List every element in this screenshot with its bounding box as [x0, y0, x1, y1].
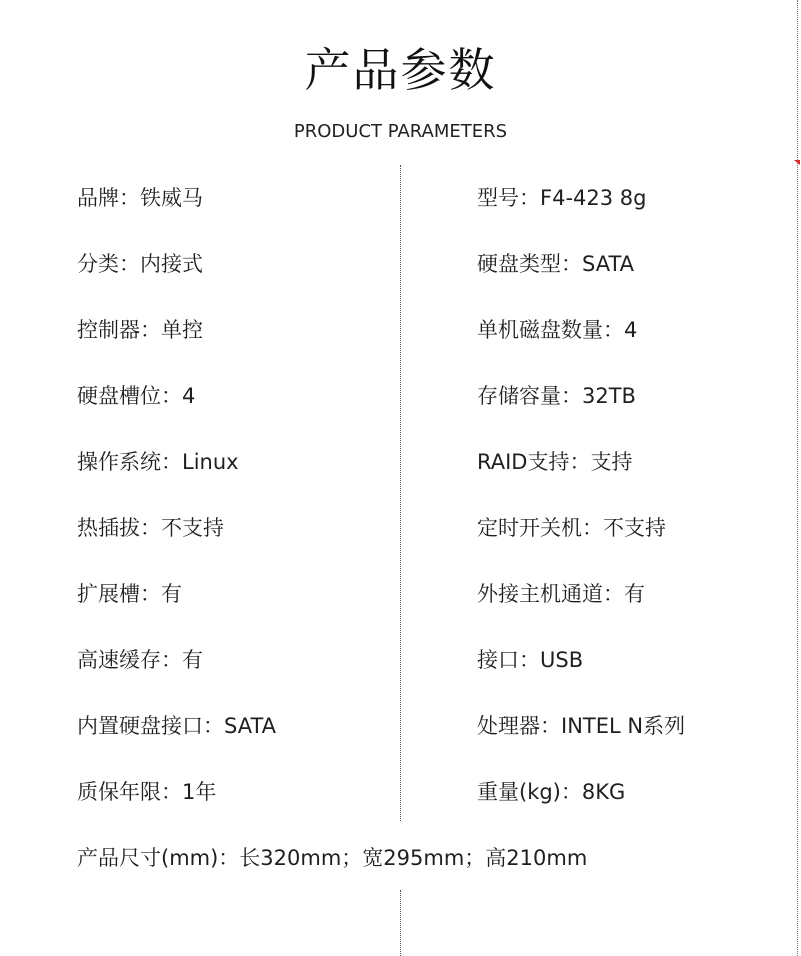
spec-capacity: 存储容量：32TB: [477, 384, 636, 408]
spec-category: 分类：内接式: [77, 252, 203, 276]
spec-dimensions: 产品尺寸(mm)：长320mm；宽295mm；高210mm: [77, 846, 588, 870]
spec-hot-swap: 热插拔：不支持: [77, 516, 224, 540]
spec-drive-type: 硬盘类型：SATA: [477, 252, 635, 276]
spec-expansion-slot: 扩展槽：有: [77, 582, 182, 606]
red-corner-mark: [794, 160, 800, 165]
spec-os: 操作系统：Linux: [77, 450, 239, 474]
spec-cache: 高速缓存：有: [77, 648, 203, 672]
spec-drive-bays: 硬盘槽位：4: [77, 384, 196, 408]
spec-controller: 控制器：单控: [77, 318, 203, 342]
column-divider-bottom: [400, 890, 401, 956]
spec-internal-interface: 内置硬盘接口：SATA: [77, 714, 277, 738]
spec-raid: RAID支持：支持: [477, 450, 633, 474]
page-title: 产品参数: [304, 43, 497, 97]
spec-warranty: 质保年限：1年: [77, 780, 217, 804]
spec-weight: 重量(kg)：8KG: [477, 780, 626, 804]
spec-host-channel: 外接主机通道：有: [477, 582, 645, 606]
spec-processor: 处理器：INTEL N系列: [477, 714, 686, 738]
spec-brand: 品牌：铁威马: [77, 186, 203, 210]
spec-interface: 接口：USB: [477, 648, 584, 672]
page-subtitle: PRODUCT PARAMETERS: [293, 121, 508, 142]
spec-disk-count: 单机磁盘数量：4: [477, 318, 638, 342]
page-edge-line: [797, 0, 798, 956]
column-divider-top: [400, 165, 401, 821]
spec-scheduled-power: 定时开关机：不支持: [477, 516, 666, 540]
spec-model: 型号：F4-423 8g: [477, 186, 647, 210]
